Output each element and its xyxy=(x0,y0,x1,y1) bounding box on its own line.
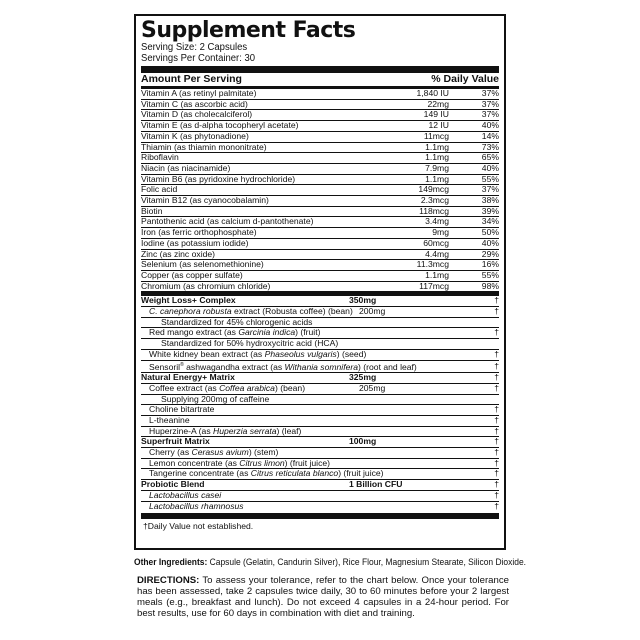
other-ingredients-label: Other Ingredients: xyxy=(134,557,208,567)
blend-weight-loss: Weight Loss+ Complex 350mg † xyxy=(141,295,499,306)
ingredient-row: Choline bitartrate † xyxy=(141,405,499,416)
panel-title: Supplement Facts xyxy=(141,18,356,43)
nutrient-daily-value: 37% xyxy=(481,88,499,98)
nutrient-name: Vitamin A (as retinyl palmitate) xyxy=(141,89,257,98)
ingredient-row: Coffee extract (as Coffea arabica) (bean) 205mg † xyxy=(141,384,499,395)
nutrient-amount: 1.1mg xyxy=(425,173,449,184)
nutrient-name: Folic acid xyxy=(141,185,178,195)
blend-superfruit: Superfruit Matrix 100mg † xyxy=(141,436,499,447)
nutrient-daily-value: 40% xyxy=(481,237,499,248)
nutrient-amount: 22mg xyxy=(427,98,449,109)
blend-natural-energy: Natural Energy+ Matrix 325mg † xyxy=(141,372,499,383)
nutrient-row xyxy=(141,282,499,293)
other-ingredients-text: Capsule (Gelatin, Candurin Silver), Rice Flour, Magnesium Stearate, Silicon Dioxide. xyxy=(207,557,527,567)
table-header xyxy=(141,73,499,89)
nutrient-name: Vitamin E (as d-alpha tocopheryl acetate) xyxy=(141,121,299,131)
nutrient-daily-value: 37% xyxy=(481,109,499,120)
nutrient-name: Chromium (as chromium chloride) xyxy=(141,281,271,291)
ingredient-row: Sensoril® ashwagandha extract (as Withania somnifera) (root and leaf) † xyxy=(141,361,499,374)
nutrient-amount: 4.4mg xyxy=(425,248,449,259)
nutrient-amount: 60mcg xyxy=(423,237,449,248)
ingredient-row: C. canephora robusta extract (Robusta coffee) (bean) 200mg † xyxy=(141,307,499,318)
nutrient-amount: 9mg xyxy=(432,227,449,238)
nutrient-amount: 3.4mg xyxy=(425,216,449,227)
nutrient-daily-value: 73% xyxy=(481,141,499,152)
ingredient-row: Lactobacillus rhamnosus † xyxy=(149,500,499,511)
nutrient-name: Vitamin K (as phytonadione) xyxy=(141,131,249,141)
nutrient-amount: 1,840 IU xyxy=(416,88,449,98)
supplement-facts-panel xyxy=(134,14,506,550)
nutrient-daily-value: 34% xyxy=(481,216,499,227)
nutrient-daily-value: 37% xyxy=(481,184,499,195)
nutrient-name: Selenium (as selenomethionine) xyxy=(141,260,264,270)
nutrient-amount: 118mcg xyxy=(419,205,449,216)
nutrient-daily-value: 39% xyxy=(481,205,499,216)
servings-per-container: Servings Per Container: 30 xyxy=(141,53,256,64)
nutrient-name: Vitamin B6 (as pyridoxine hydrochloride) xyxy=(141,174,296,184)
amount-per-serving-header: Amount Per Serving xyxy=(141,73,242,85)
nutrient-amount: 11.3mcg xyxy=(416,259,449,270)
directions-text: To assess your tolerance, refer to the chart below. Once your tolerance has been assessed, take 2 capsules twice daily, 30 to 60 minutes before your 2 largest meals (e.g., breakfast and lunch). Do not exceed 4 capsules in a 24-hour period. For best results, use for 60 days in combination with diet and training. xyxy=(137,575,509,619)
ingredient-row: Red mango extract (as Garcinia indica) (fruit) † xyxy=(141,327,499,339)
nutrient-amount: 2.3mcg xyxy=(420,195,449,206)
nutrient-amount: 149mcg xyxy=(418,184,449,195)
nutrient-daily-value: 37% xyxy=(481,98,499,109)
ingredient-row: Tangerine concentrate (as Citrus reticulata blanco) (fruit juice) † xyxy=(141,469,499,480)
ingredient-row: Huperzine-A (as Huperzia serrata) (leaf) † xyxy=(141,427,499,438)
nutrient-name: Thiamin (as thiamin mononitrate) xyxy=(141,142,267,152)
ingredient-row: Lemon concentrate (as Citrus limon) (fruit juice) † xyxy=(141,459,499,470)
nutrient-amount: 117mcg xyxy=(419,280,449,291)
nutrient-amount: 1.1mg xyxy=(425,269,449,280)
nutrient-amount: 11mcg xyxy=(423,130,449,141)
nutrient-row xyxy=(141,132,499,143)
nutrient-daily-value: 55% xyxy=(481,173,499,184)
blend-probiotic: Probiotic Blend 1 Billion CFU † xyxy=(141,479,499,490)
nutrient-name: Pantothenic acid (as calcium d-pantothenate) xyxy=(141,217,314,227)
ingredient-note: Standardized for 50% hydroxycitric acid (HCA) xyxy=(141,339,499,350)
ingredient-note: Standardized for 45% chlorogenic acids xyxy=(161,317,313,327)
nutrient-row xyxy=(141,239,499,250)
daily-value-header: % Daily Value xyxy=(431,73,499,85)
nutrient-name: Iodine (as potassium iodide) xyxy=(141,238,249,248)
nutrient-name: Riboflavin xyxy=(141,153,179,163)
nutrient-daily-value: 65% xyxy=(481,152,499,163)
nutrient-daily-value: 29% xyxy=(481,248,499,259)
nutrient-amount: 12 IU xyxy=(428,120,449,131)
nutrient-daily-value: 55% xyxy=(481,269,499,280)
daily-value-footnote: †Daily Value not established. xyxy=(143,521,254,532)
nutrient-name: Vitamin D (as cholecalciferol) xyxy=(141,110,253,120)
thick-divider xyxy=(141,66,499,73)
nutrient-name: Iron (as ferric orthophosphate) xyxy=(141,228,257,238)
nutrient-name: Niacin (as niacinamide) xyxy=(141,163,231,173)
nutrient-amount: 1.1mg xyxy=(425,141,449,152)
nutrient-daily-value: 40% xyxy=(481,162,499,173)
nutrient-amount: 7.9mg xyxy=(425,162,449,173)
directions xyxy=(137,575,509,619)
nutrient-name: Vitamin B12 (as cyanocobalamin) xyxy=(141,196,269,206)
nutrient-daily-value: 40% xyxy=(481,120,499,131)
nutrient-name: Copper (as copper sulfate) xyxy=(141,270,243,280)
other-ingredients xyxy=(134,557,527,568)
ingredient-row: Lactobacillus casei † xyxy=(141,491,499,502)
serving-size: Serving Size: 2 Capsules xyxy=(141,42,248,53)
nutrient-daily-value: 16% xyxy=(481,259,499,270)
nutrient-daily-value: 50% xyxy=(481,227,499,238)
nutrient-name: Vitamin C (as ascorbic acid) xyxy=(141,99,248,109)
ingredient-row: Cherry (as Cerasus avium) (stem) † xyxy=(141,448,499,459)
ingredient-row: White kidney bean extract (as Phaseolus vulgaris) (seed) † xyxy=(141,350,499,361)
nutrient-daily-value: 38% xyxy=(481,195,499,206)
nutrient-daily-value: 98% xyxy=(481,280,499,291)
nutrient-name: Biotin xyxy=(141,206,163,216)
nutrient-amount: 1.1mg xyxy=(425,152,449,163)
ingredient-note: Supplying 200mg of caffeine xyxy=(141,395,499,406)
nutrient-list xyxy=(141,89,499,292)
nutrient-daily-value: 14% xyxy=(481,130,499,141)
directions-label: DIRECTIONS: xyxy=(137,575,200,586)
nutrient-name: Zinc (as zinc oxide) xyxy=(141,249,216,259)
nutrient-amount: 149 IU xyxy=(423,109,449,120)
ingredient-row: L-theanine † xyxy=(141,416,499,427)
